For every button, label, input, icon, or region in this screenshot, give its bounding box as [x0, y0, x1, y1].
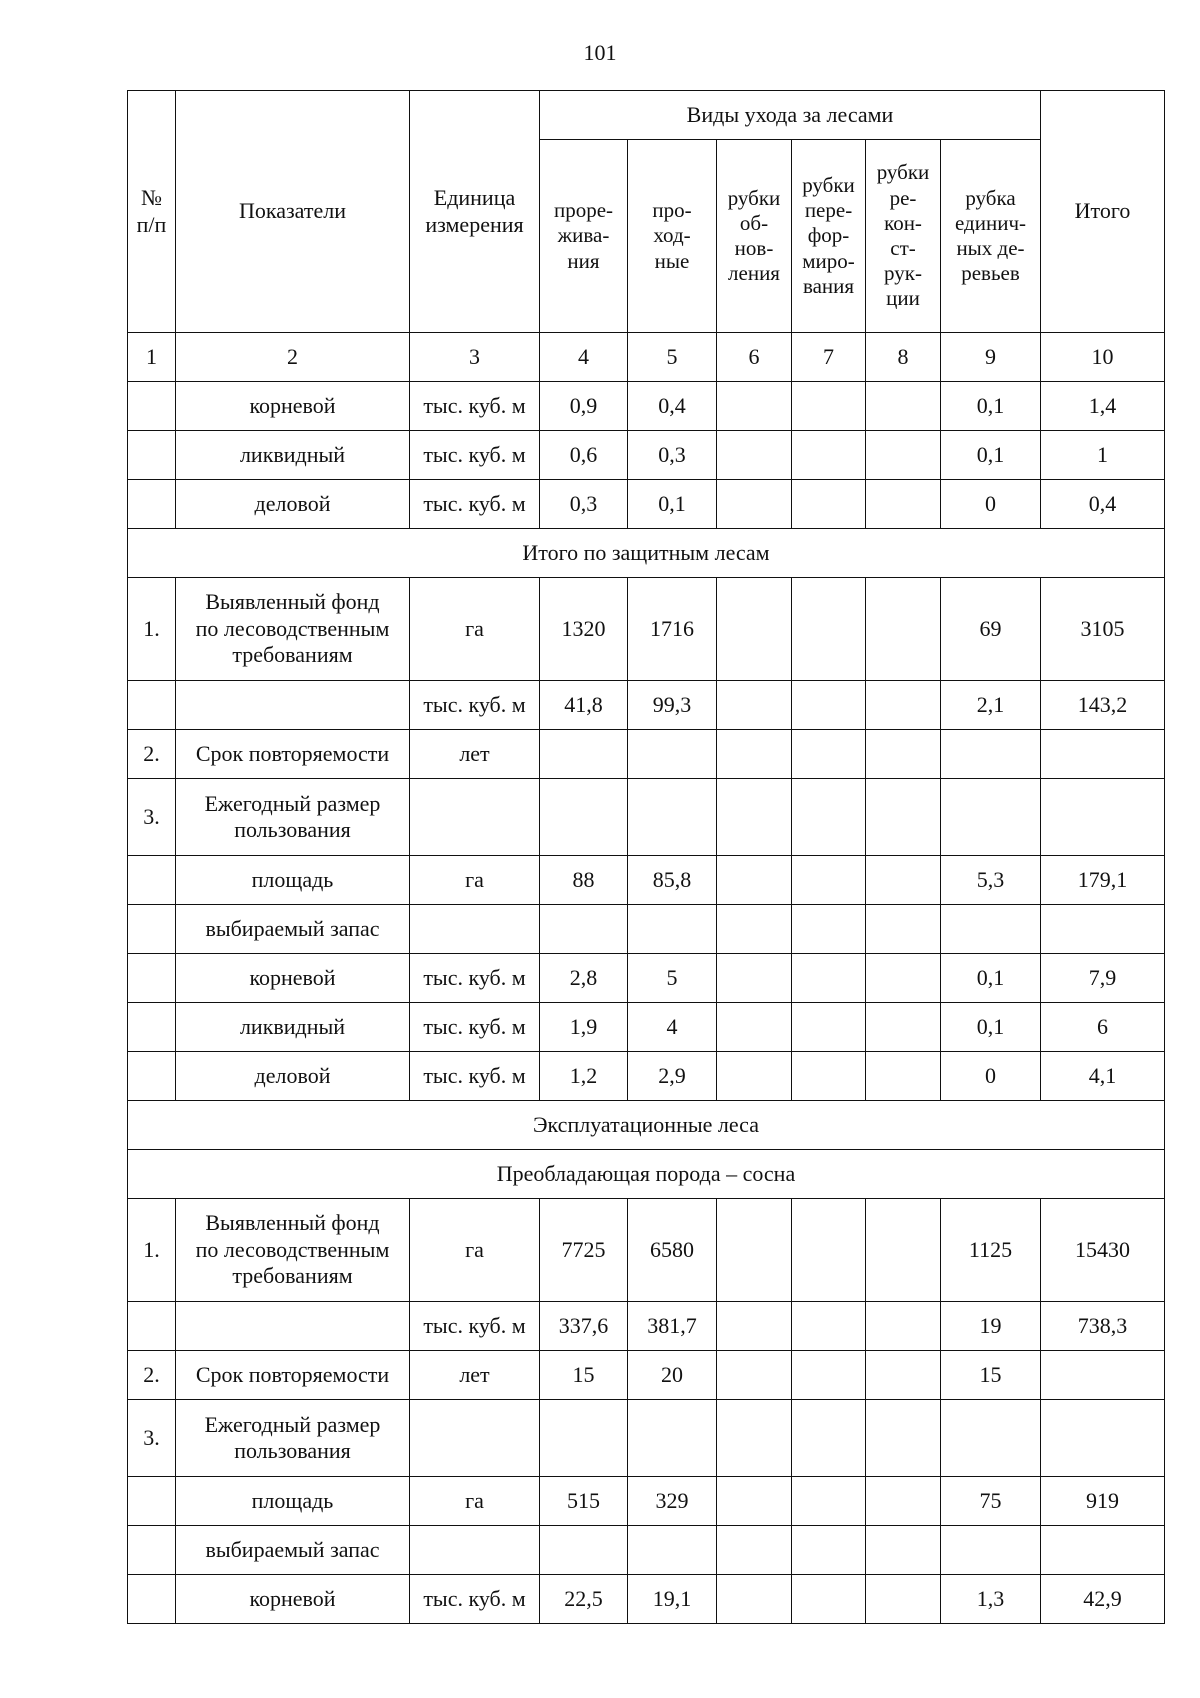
row-unit: га: [410, 856, 540, 905]
row-indicator: деловой: [176, 1052, 410, 1101]
row-num: [128, 1302, 176, 1351]
row-indicator: [176, 1302, 410, 1351]
row-num: [128, 1526, 176, 1575]
row-value: 515: [540, 1477, 628, 1526]
row-value: [717, 578, 792, 681]
row-value: [866, 1526, 941, 1575]
row-value: 329: [628, 1477, 717, 1526]
row-indicator: деловой: [176, 480, 410, 529]
row-value: [941, 1526, 1041, 1575]
row-num: [128, 954, 176, 1003]
row-value: [628, 730, 717, 779]
header-care-type-thinning: проре- жива- ния: [540, 140, 628, 333]
row-unit: тыс. куб. м: [410, 480, 540, 529]
row-total: 4,1: [1041, 1052, 1165, 1101]
column-number: 6: [717, 333, 792, 382]
header-care-type-single-trees: рубка единич- ных де- ревьев: [941, 140, 1041, 333]
row-value: 0,1: [941, 954, 1041, 1003]
table-row: [128, 730, 1165, 779]
row-num: 1.: [128, 578, 176, 681]
row-value: [540, 1400, 628, 1477]
row-value: [628, 1526, 717, 1575]
row-unit: тыс. куб. м: [410, 431, 540, 480]
table-body: [128, 91, 1165, 1624]
row-unit: [410, 1400, 540, 1477]
table-row: [128, 1526, 1165, 1575]
row-value: [792, 1477, 866, 1526]
row-value: 1716: [628, 578, 717, 681]
row-total: 919: [1041, 1477, 1165, 1526]
header-care-type-renewal: рубки об- нов- ления: [717, 140, 792, 333]
row-value: [628, 1400, 717, 1477]
row-value: [540, 779, 628, 856]
row-value: [866, 1199, 941, 1302]
row-unit: [410, 905, 540, 954]
row-value: 1320: [540, 578, 628, 681]
row-value: 7725: [540, 1199, 628, 1302]
row-value: 85,8: [628, 856, 717, 905]
row-value: [866, 480, 941, 529]
row-num: 3.: [128, 779, 176, 856]
row-value: [866, 779, 941, 856]
row-indicator: площадь: [176, 1477, 410, 1526]
row-indicator: корневой: [176, 1575, 410, 1624]
row-value: [792, 730, 866, 779]
header-num: № п/п: [128, 91, 176, 333]
header-care-type-reformation: рубки пере- фор- миро- вания: [792, 140, 866, 333]
row-num: [128, 431, 176, 480]
row-unit: га: [410, 1477, 540, 1526]
row-value: 88: [540, 856, 628, 905]
row-value: 99,3: [628, 681, 717, 730]
row-value: [540, 730, 628, 779]
row-value: 2,9: [628, 1052, 717, 1101]
column-number-row: [128, 333, 1165, 382]
row-value: [717, 1199, 792, 1302]
row-value: 1125: [941, 1199, 1041, 1302]
row-value: [792, 1575, 866, 1624]
row-value: [792, 1003, 866, 1052]
table-row: [128, 1477, 1165, 1526]
row-unit: [410, 1526, 540, 1575]
table-row: [128, 1575, 1165, 1624]
row-value: 2,1: [941, 681, 1041, 730]
header-care-type-passing: про- ход- ные: [628, 140, 717, 333]
row-indicator: ликвидный: [176, 431, 410, 480]
row-value: [717, 1351, 792, 1400]
row-num: [128, 1575, 176, 1624]
row-value: 1,9: [540, 1003, 628, 1052]
column-number: 10: [1041, 333, 1165, 382]
column-number: 5: [628, 333, 717, 382]
row-value: 0,6: [540, 431, 628, 480]
section-row: [128, 1101, 1165, 1150]
row-value: 1,2: [540, 1052, 628, 1101]
row-unit: га: [410, 1199, 540, 1302]
table-row: [128, 954, 1165, 1003]
row-value: 0,1: [941, 1003, 1041, 1052]
row-value: 0,3: [628, 431, 717, 480]
header-unit: Единица измерения: [410, 91, 540, 333]
row-unit: тыс. куб. м: [410, 954, 540, 1003]
row-value: [866, 905, 941, 954]
row-value: [792, 681, 866, 730]
row-total: 738,3: [1041, 1302, 1165, 1351]
row-value: 381,7: [628, 1302, 717, 1351]
header-total: Итого: [1041, 91, 1165, 333]
row-value: [792, 382, 866, 431]
row-value: [792, 1052, 866, 1101]
row-unit: тыс. куб. м: [410, 1302, 540, 1351]
row-value: [866, 382, 941, 431]
row-total: 143,2: [1041, 681, 1165, 730]
row-value: [866, 1302, 941, 1351]
row-num: [128, 1052, 176, 1101]
row-num: [128, 480, 176, 529]
row-value: [866, 1575, 941, 1624]
row-value: 20: [628, 1351, 717, 1400]
row-value: [866, 1003, 941, 1052]
row-value: 1,3: [941, 1575, 1041, 1624]
row-total: 3105: [1041, 578, 1165, 681]
header-care-type-reconstruction: рубки ре- кон- ст- рук- ции: [866, 140, 941, 333]
row-indicator: [176, 681, 410, 730]
row-indicator: корневой: [176, 954, 410, 1003]
row-num: 2.: [128, 730, 176, 779]
header-care-types-group: Виды ухода за лесами: [540, 91, 1041, 140]
row-value: [717, 431, 792, 480]
row-total: [1041, 1400, 1165, 1477]
table-row: [128, 1199, 1165, 1302]
row-value: [941, 779, 1041, 856]
column-number: 7: [792, 333, 866, 382]
row-value: [792, 905, 866, 954]
row-value: 0,1: [941, 431, 1041, 480]
row-unit: тыс. куб. м: [410, 1575, 540, 1624]
section-title: Итого по защитным лесам: [128, 529, 1165, 578]
row-unit: тыс. куб. м: [410, 1052, 540, 1101]
row-unit: [410, 779, 540, 856]
row-value: 0,1: [628, 480, 717, 529]
row-indicator: выбираемый запас: [176, 1526, 410, 1575]
row-value: [717, 1003, 792, 1052]
table-row: [128, 1400, 1165, 1477]
row-total: [1041, 1526, 1165, 1575]
row-value: [866, 1052, 941, 1101]
row-value: 69: [941, 578, 1041, 681]
row-num: [128, 1003, 176, 1052]
row-value: [717, 779, 792, 856]
row-value: [717, 856, 792, 905]
row-indicator: Выявленный фонд по лесоводственным требованиям: [176, 578, 410, 681]
row-num: 1.: [128, 1199, 176, 1302]
row-value: 19,1: [628, 1575, 717, 1624]
row-value: 5: [628, 954, 717, 1003]
row-value: [866, 431, 941, 480]
row-total: [1041, 905, 1165, 954]
table-row: [128, 1302, 1165, 1351]
row-value: [717, 1400, 792, 1477]
row-unit: тыс. куб. м: [410, 1003, 540, 1052]
row-value: [792, 1351, 866, 1400]
row-value: [540, 905, 628, 954]
row-value: [792, 1302, 866, 1351]
row-value: [941, 905, 1041, 954]
row-value: [941, 1400, 1041, 1477]
table-row: [128, 480, 1165, 529]
row-value: 22,5: [540, 1575, 628, 1624]
page-number: 101: [583, 40, 617, 65]
row-total: [1041, 779, 1165, 856]
column-number: 9: [941, 333, 1041, 382]
row-value: [792, 954, 866, 1003]
row-value: [866, 954, 941, 1003]
row-value: [717, 954, 792, 1003]
row-value: [792, 1526, 866, 1575]
row-value: [717, 1052, 792, 1101]
column-number: 3: [410, 333, 540, 382]
table-row: [128, 1003, 1165, 1052]
table-row: [128, 905, 1165, 954]
row-indicator: ликвидный: [176, 1003, 410, 1052]
row-value: [717, 1477, 792, 1526]
row-value: [540, 1526, 628, 1575]
row-value: [866, 1400, 941, 1477]
row-value: 0: [941, 480, 1041, 529]
row-indicator: Ежегодный размер пользования: [176, 779, 410, 856]
row-value: 0: [941, 1052, 1041, 1101]
row-value: 0,9: [540, 382, 628, 431]
row-value: [792, 856, 866, 905]
row-indicator: Ежегодный размер пользования: [176, 1400, 410, 1477]
row-value: [792, 480, 866, 529]
section-row: [128, 1150, 1165, 1199]
row-value: 0,1: [941, 382, 1041, 431]
row-total: 0,4: [1041, 480, 1165, 529]
row-value: 5,3: [941, 856, 1041, 905]
row-indicator: Срок повторяемости: [176, 730, 410, 779]
row-total: [1041, 1351, 1165, 1400]
row-value: 0,3: [540, 480, 628, 529]
row-unit: лет: [410, 1351, 540, 1400]
row-value: [866, 730, 941, 779]
row-total: 42,9: [1041, 1575, 1165, 1624]
table-row: [128, 382, 1165, 431]
column-number: 2: [176, 333, 410, 382]
row-unit: га: [410, 578, 540, 681]
forest-care-table: [127, 90, 1165, 1624]
table-row: [128, 431, 1165, 480]
table-row: [128, 578, 1165, 681]
row-total: 1,4: [1041, 382, 1165, 431]
row-value: 19: [941, 1302, 1041, 1351]
row-indicator: выбираемый запас: [176, 905, 410, 954]
table-row: [128, 681, 1165, 730]
section-title: Эксплуатационные леса: [128, 1101, 1165, 1150]
row-value: [717, 681, 792, 730]
section-title: Преобладающая порода – сосна: [128, 1150, 1165, 1199]
row-value: 6580: [628, 1199, 717, 1302]
row-value: 75: [941, 1477, 1041, 1526]
row-indicator: корневой: [176, 382, 410, 431]
row-value: [717, 905, 792, 954]
row-num: 3.: [128, 1400, 176, 1477]
row-value: [792, 1400, 866, 1477]
row-total: 7,9: [1041, 954, 1165, 1003]
row-num: [128, 382, 176, 431]
table-row: [128, 1052, 1165, 1101]
row-value: 15: [941, 1351, 1041, 1400]
row-value: [717, 480, 792, 529]
row-value: [792, 779, 866, 856]
row-value: [717, 382, 792, 431]
row-num: [128, 1477, 176, 1526]
row-value: [717, 1575, 792, 1624]
row-value: 0,4: [628, 382, 717, 431]
header-row-1: [128, 91, 1165, 140]
column-number: 1: [128, 333, 176, 382]
row-value: [628, 779, 717, 856]
row-value: [792, 1199, 866, 1302]
table-row: [128, 856, 1165, 905]
row-num: [128, 905, 176, 954]
row-indicator: площадь: [176, 856, 410, 905]
row-indicator: Выявленный фонд по лесоводственным требованиям: [176, 1199, 410, 1302]
row-indicator: Срок повторяемости: [176, 1351, 410, 1400]
section-row: [128, 529, 1165, 578]
row-num: [128, 856, 176, 905]
row-value: [866, 856, 941, 905]
row-unit: тыс. куб. м: [410, 382, 540, 431]
row-value: [792, 431, 866, 480]
row-num: 2.: [128, 1351, 176, 1400]
table-row: [128, 1351, 1165, 1400]
row-value: [941, 730, 1041, 779]
row-value: 15: [540, 1351, 628, 1400]
row-value: [717, 1526, 792, 1575]
row-total: 15430: [1041, 1199, 1165, 1302]
row-value: [866, 681, 941, 730]
row-value: [628, 905, 717, 954]
row-total: 179,1: [1041, 856, 1165, 905]
row-value: 337,6: [540, 1302, 628, 1351]
header-indicator: Показатели: [176, 91, 410, 333]
row-value: [792, 578, 866, 681]
row-value: [717, 730, 792, 779]
row-value: [866, 578, 941, 681]
row-value: 2,8: [540, 954, 628, 1003]
row-value: [866, 1477, 941, 1526]
row-num: [128, 681, 176, 730]
column-number: 4: [540, 333, 628, 382]
row-unit: лет: [410, 730, 540, 779]
table-row: [128, 779, 1165, 856]
row-total: 6: [1041, 1003, 1165, 1052]
row-total: 1: [1041, 431, 1165, 480]
row-unit: тыс. куб. м: [410, 681, 540, 730]
row-total: [1041, 730, 1165, 779]
row-value: 41,8: [540, 681, 628, 730]
row-value: [717, 1302, 792, 1351]
row-value: [866, 1351, 941, 1400]
column-number: 8: [866, 333, 941, 382]
row-value: 4: [628, 1003, 717, 1052]
